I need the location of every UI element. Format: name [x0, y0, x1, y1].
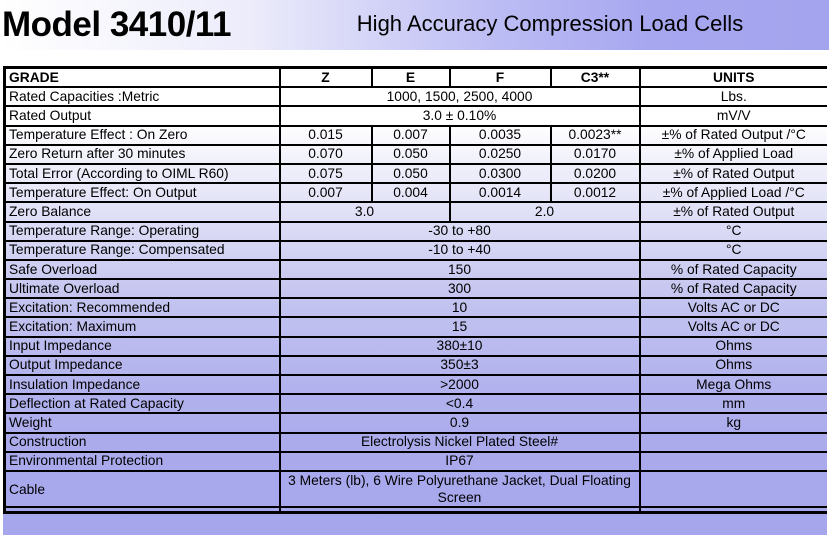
spec-row	[5, 241, 828, 260]
row-label: Excitation: Recommended	[5, 298, 280, 317]
spec-value: 3.0	[280, 202, 450, 221]
spec-row	[5, 375, 828, 394]
column-header-grade: GRADE	[5, 68, 280, 88]
spec-value: -30 to +80	[280, 222, 640, 241]
spec-row	[5, 164, 828, 183]
row-label: Weight	[5, 413, 280, 432]
row-label: Zero Return after 30 minutes	[5, 145, 280, 164]
spec-value: 3.0 ± 0.10%	[280, 106, 640, 125]
units-cell: ±% of Applied Load	[640, 145, 828, 164]
row-label: Construction	[5, 433, 280, 452]
row-label: Safe Overload	[5, 260, 280, 279]
row-label: Output Impedance	[5, 356, 280, 375]
row-label: Total Error (According to OIML R60)	[5, 164, 280, 183]
units-cell: ±% of Rated Output	[640, 202, 828, 221]
row-label: Temperature Effect : On Zero	[5, 126, 280, 145]
spec-value: 0.0035	[450, 126, 551, 145]
spec-value: 0.0300	[450, 164, 551, 183]
units-cell: mm	[640, 394, 828, 413]
spec-row	[5, 356, 828, 375]
units-cell: Volts AC or DC	[640, 298, 828, 317]
spec-row	[5, 222, 828, 241]
units-cell: Mega Ohms	[640, 375, 828, 394]
spec-value: 3 Meters (lb), 6 Wire Polyurethane Jacket, Dual Floating Screen	[280, 471, 640, 507]
column-header-c3: C3**	[551, 68, 640, 88]
units-cell: mV/V	[640, 106, 828, 125]
column-header-f: F	[450, 68, 551, 88]
column-header-e: E	[372, 68, 450, 88]
units-cell: °C	[640, 222, 828, 241]
spec-value: 0.0200	[551, 164, 640, 183]
row-label: Cable	[5, 471, 280, 507]
units-cell	[640, 452, 828, 471]
spec-value: 0.0023**	[551, 126, 640, 145]
units-cell: ±% of Rated Output /°C	[640, 126, 828, 145]
row-label: Temperature Effect: On Output	[5, 183, 280, 202]
spec-row	[5, 298, 828, 317]
spec-value: 15	[280, 317, 640, 336]
row-label: Rated Output	[5, 106, 280, 125]
spec-value: 0.075	[280, 164, 372, 183]
spec-row	[5, 202, 828, 221]
spec-value: 0.050	[372, 145, 450, 164]
empty-cell	[5, 507, 280, 513]
spec-value: 0.004	[372, 183, 450, 202]
model-title: Model 3410/11	[2, 5, 231, 44]
spec-row	[5, 337, 828, 356]
units-cell: ±% of Rated Output	[640, 164, 828, 183]
units-cell: Ohms	[640, 356, 828, 375]
spec-value: 0.007	[280, 183, 372, 202]
empty-cell	[280, 507, 640, 513]
spec-value: -10 to +40	[280, 241, 640, 260]
units-cell	[640, 471, 828, 507]
spec-row	[5, 126, 828, 145]
empty-cell	[640, 507, 828, 513]
spec-row	[5, 106, 828, 125]
row-label: Rated Capacities :Metric	[5, 87, 280, 106]
spec-value: 300	[280, 279, 640, 298]
spec-value: 2.0	[450, 202, 640, 221]
row-label: Temperature Range: Operating	[5, 222, 280, 241]
spec-value: 150	[280, 260, 640, 279]
spec-value: 0.9	[280, 413, 640, 432]
spec-value: 350±3	[280, 356, 640, 375]
spec-value: <0.4	[280, 394, 640, 413]
table-header-row	[5, 68, 828, 88]
column-header-z: Z	[280, 68, 372, 88]
spec-row	[5, 145, 828, 164]
spec-row	[5, 183, 828, 202]
row-label: Input Impedance	[5, 337, 280, 356]
units-cell: ±% of Applied Load /°C	[640, 183, 828, 202]
partial-clipped-row	[5, 507, 828, 513]
column-header-units: UNITS	[640, 68, 828, 88]
spec-value: 0.007	[372, 126, 450, 145]
units-cell: % of Rated Capacity	[640, 279, 828, 298]
spec-row	[5, 87, 828, 106]
row-label: Temperature Range: Compensated	[5, 241, 280, 260]
units-cell: °C	[640, 241, 828, 260]
units-cell: % of Rated Capacity	[640, 260, 828, 279]
row-label: Deflection at Rated Capacity	[5, 394, 280, 413]
spec-row	[5, 394, 828, 413]
spec-value: IP67	[280, 452, 640, 471]
spec-value: Electrolysis Nickel Plated Steel#	[280, 433, 640, 452]
spec-value: 0.0250	[450, 145, 551, 164]
row-label: Insulation Impedance	[5, 375, 280, 394]
spec-table	[3, 66, 827, 514]
spec-row	[5, 260, 828, 279]
row-label: Ultimate Overload	[5, 279, 280, 298]
spec-value: 0.015	[280, 126, 372, 145]
units-cell: Lbs.	[640, 87, 828, 106]
spec-row	[5, 433, 828, 452]
spec-value: 1000, 1500, 2500, 4000	[280, 87, 640, 106]
units-cell: kg	[640, 413, 828, 432]
spec-row	[5, 452, 828, 471]
page-subtitle: High Accuracy Compression Load Cells	[356, 11, 744, 36]
row-label: Excitation: Maximum	[5, 317, 280, 336]
units-cell: Ohms	[640, 337, 828, 356]
spec-value: 0.070	[280, 145, 372, 164]
spec-value: 380±10	[280, 337, 640, 356]
spec-row	[5, 413, 828, 432]
spec-value: 0.0014	[450, 183, 551, 202]
spec-value: 0.0012	[551, 183, 640, 202]
spec-value: >2000	[280, 375, 640, 394]
spec-row	[5, 317, 828, 336]
spec-row	[5, 471, 828, 507]
row-label: Environmental Protection	[5, 452, 280, 471]
spec-value: 10	[280, 298, 640, 317]
spec-value: 0.050	[372, 164, 450, 183]
header-banner	[0, 0, 829, 50]
row-label: Zero Balance	[5, 202, 280, 221]
spec-value: 0.0170	[551, 145, 640, 164]
units-cell	[640, 433, 828, 452]
spec-row	[5, 279, 828, 298]
spec-table-container	[3, 66, 827, 535]
units-cell: Volts AC or DC	[640, 317, 828, 336]
